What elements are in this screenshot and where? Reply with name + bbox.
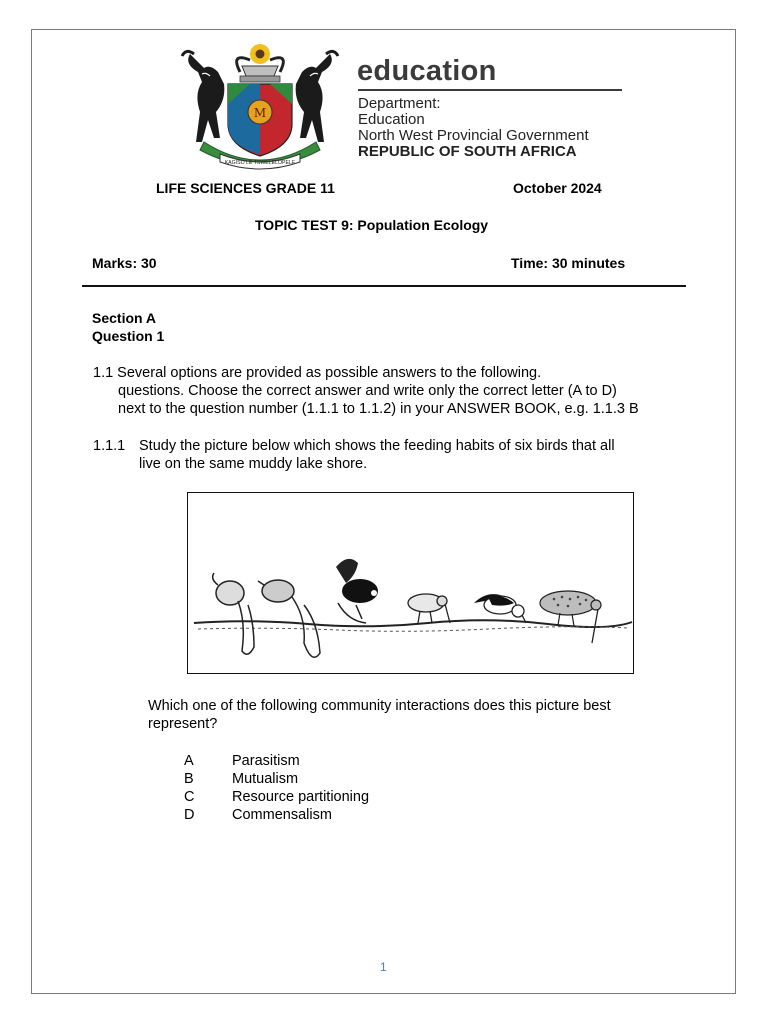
bird-3 [336,559,378,623]
option-text-a: Parasitism [232,753,300,769]
q1-1-line-3: next to the question number (1.1.1 to 1.1.2) in your ANSWER BOOK, e.g. 1.1.3 B [118,401,639,417]
brand-rule [358,89,622,91]
option-text-c: Resource partitioning [232,789,370,805]
right-antelope [296,51,338,142]
question-prompt-line-2: represent? [148,716,218,732]
test-date: October 2024 [513,180,602,196]
option-letter-d: D [184,807,195,823]
question-label: Question 1 [92,328,165,344]
option-text-b: Mutualism [232,771,299,787]
q1-1-1-line-2: live on the same muddy lake shore. [139,456,368,472]
option-letter-c: C [184,789,195,805]
bird-1 [213,573,254,654]
header-divider [82,285,686,287]
shield [228,84,292,156]
brand-word: education [357,55,497,87]
country-line: REPUBLIC OF SOUTH AFRICA [358,143,577,160]
bird-5 [474,594,526,623]
dept-line-3: North West Provincial Government [358,127,589,144]
option-letter-a: A [184,753,194,769]
option-text-d: Commensalism [232,807,332,823]
motto-text: KAGISO LE TSWELELOPELE [224,160,296,166]
dept-line-1: Department: [358,95,441,112]
subject-title: LIFE SCIENCES GRADE 11 [156,180,335,196]
q1-1-1-number: 1.1.1 [93,438,126,454]
bird-illustration [188,493,634,674]
time-label: Time: 30 minutes [511,255,626,271]
bird-2 [258,580,320,657]
marks-label: Marks: 30 [92,255,157,271]
svg-text:M: M [253,106,267,120]
bird-4 [408,594,450,623]
q1-1-1-line-1: Study the picture below which shows the feeding habits of six birds that all [139,438,615,454]
topic-title: TOPIC TEST 9: Population Ecology [255,217,489,233]
q1-1-line-1: 1.1 Several options are provided as possible answers to the following. [93,365,542,381]
page-number: 1 [380,960,387,974]
left-antelope [182,51,224,142]
q1-1-line-2: questions. Choose the correct answer and write only the correct letter (A to D) [118,383,617,399]
dept-line-2: Education [358,111,425,128]
bird-6 [540,591,601,643]
crest-sun [250,44,270,64]
bird-feeding-figure [187,492,634,674]
section-label: Section A [92,310,157,326]
coat-of-arms-logo [180,42,340,170]
option-letter-b: B [184,771,194,787]
question-prompt-line-1: Which one of the following community interactions does this picture best [148,698,611,714]
